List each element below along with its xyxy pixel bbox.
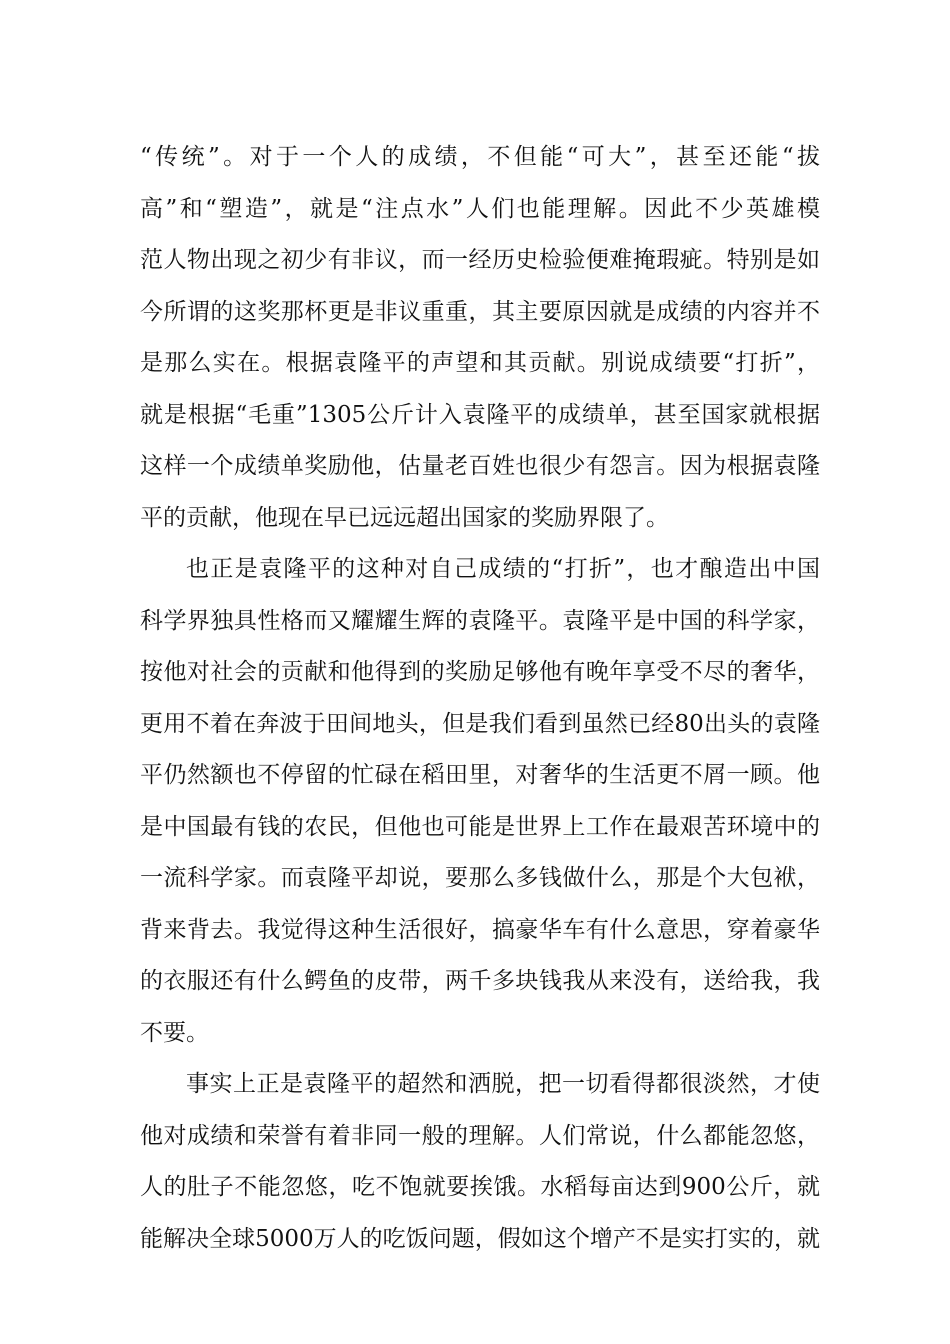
paragraph-3 xyxy=(140,1059,820,1265)
paragraph-line: 高”和“塑造”，就是“注点水”人们也能理解。因此不少英雄模 xyxy=(140,195,820,222)
paragraph-line: 更用不着在奔波于田间地头，但是我们看到虽然已经80出头的袁隆 xyxy=(140,710,820,737)
paragraph-line: 也正是袁隆平的这种对自己成绩的“打折”，也才酿造出中国 xyxy=(186,556,820,582)
paragraph-line: 按他对社会的贡献和他得到的奖励足够他有晚年享受不尽的奢华， xyxy=(140,659,820,685)
paragraph-line: 范人物出现之初少有非议，而一经历史检验便难掩瑕疵。特别是如 xyxy=(140,247,820,273)
paragraph-line: 是中国最有钱的农民，但他也可能是世界上工作在最艰苦环境中的 xyxy=(140,813,820,840)
paragraph-line: 平仍然额也不停留的忙碌在稻田里，对奢华的生活更不屑一顾。他 xyxy=(140,762,820,788)
paragraph-line: 这样一个成绩单奖励他，估量老百姓也很少有怨言。因为根据袁隆 xyxy=(140,453,820,479)
document-body xyxy=(140,132,820,1265)
paragraph-2 xyxy=(140,544,820,1059)
paragraph-line: “传统”。对于一个人的成绩，不但能“可大”，甚至还能“拔 xyxy=(140,144,820,170)
paragraph-line: 一流科学家。而袁隆平却说，要那么多钱做什么，那是个大包袱， xyxy=(140,865,820,891)
paragraph-line: 的衣服还有什么鳄鱼的皮带，两千多块钱我从来没有，送给我，我 xyxy=(140,968,820,994)
paragraph-line: 事实上正是袁隆平的超然和洒脱，把一切看得都很淡然，才使 xyxy=(186,1071,820,1097)
paragraph-line: 背来背去。我觉得这种生活很好，搞豪华车有什么意思，穿着豪华 xyxy=(140,916,820,943)
paragraph-line: 能解决全球5000万人的吃饭问题，假如这个增产不是实打实的，就 xyxy=(140,1225,820,1252)
paragraph-line: 科学界独具性格而又耀耀生辉的袁隆平。袁隆平是中国的科学家， xyxy=(140,607,820,634)
paragraph-1 xyxy=(140,132,820,544)
paragraph-line: 就是根据“毛重”1305公斤计入袁隆平的成绩单，甚至国家就根据 xyxy=(140,401,820,428)
paragraph-line: 是那么实在。根据袁隆平的声望和其贡献。别说成绩要“打折”， xyxy=(140,350,820,376)
paragraph-line: 不要。 xyxy=(140,1019,209,1046)
paragraph-line: 人的肚子不能忽悠，吃不饱就要挨饿。水稻每亩达到900公斤，就 xyxy=(140,1174,820,1200)
paragraph-line: 他对成绩和荣誉有着非同一般的理解。人们常说，什么都能忽悠， xyxy=(140,1122,820,1149)
paragraph-line: 今所谓的这奖那杯更是非议重重，其主要原因就是成绩的内容并不 xyxy=(140,298,820,325)
paragraph-line: 平的贡献，他现在早已远远超出国家的奖励界限了。 xyxy=(140,504,669,531)
